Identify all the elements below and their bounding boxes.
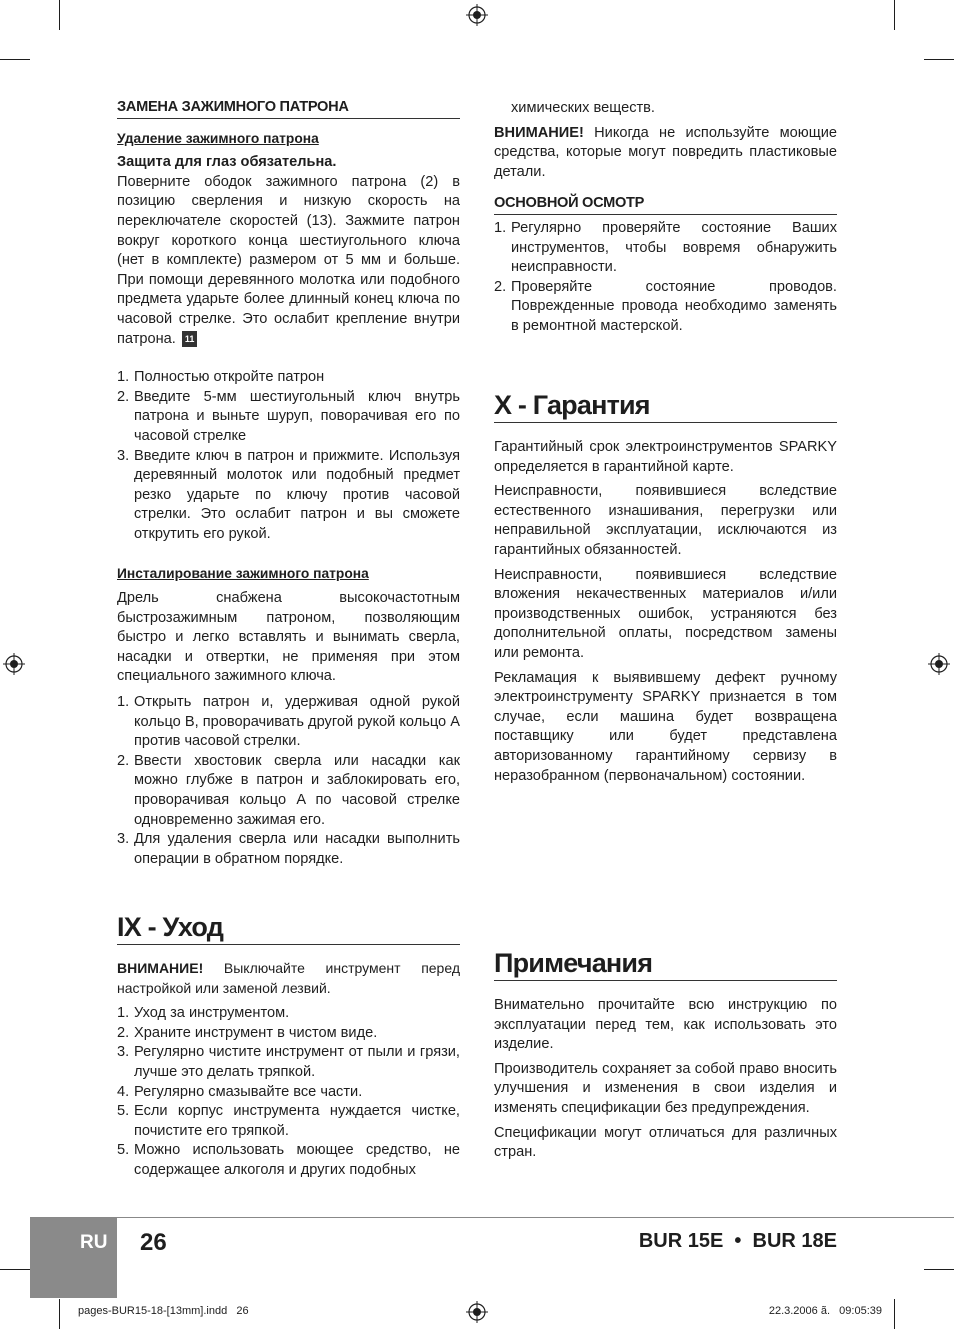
notes-heading: Примечания <box>494 948 837 981</box>
language-label: RU <box>80 1232 108 1253</box>
list-item: 1. Полностью откройте патрон <box>117 369 325 386</box>
care-heading: IX - Уход <box>117 912 460 945</box>
list-item: 1. Открыть патрон и, удерживая одной рукой кольцо B, проворачивать другой рукой кольцо A против часовой стрелки. <box>117 694 460 750</box>
chuck-removal-list <box>117 368 460 544</box>
crop-mark <box>894 0 895 30</box>
crop-mark <box>894 1299 895 1329</box>
list-item: 2. Введите 5-мм шестиугольный ключ внутрь патрона и выньте шуруп, поворачивая его по часовой стрелке <box>117 388 460 444</box>
registration-mark-icon <box>466 4 488 26</box>
care-continued-text: химических веществ. <box>511 100 655 116</box>
file-slug: pages-BUR15-18-[13mm].indd 26 <box>78 1305 249 1317</box>
list-item: 4. Регулярно смазывайте все части. <box>117 1083 363 1100</box>
inspection-list <box>494 219 837 337</box>
warranty-paragraph: Неисправности, появившиеся вследствие естественного изнашивания, перегрузки или неправильной эксплуатации, исключаются из гарантийных обязанностей. <box>494 483 837 558</box>
detergent-warning: ВНИМАНИЕ! Никогда не используйте моющие средства, которые могут повредить пластиковые детали. <box>494 124 837 180</box>
registration-mark-icon <box>466 1301 488 1323</box>
model-label: BUR 15E • BUR 18E <box>638 1230 837 1252</box>
crop-mark <box>924 59 954 60</box>
footer-divider <box>30 1217 954 1218</box>
inspection-heading: ОСНОВНОЙ ОСМОТР <box>494 194 837 215</box>
list-item: 3. Введите ключ в патрон и прижмите. Используя деревянный молоток или подобный предмет резко ударьте по ключу против часовой стрелки. Это ослабит патрон и вы сможете открутить его рукой. <box>117 447 460 542</box>
eye-protection-warning: Защита для глаз обязательна. <box>117 154 337 171</box>
list-item: 2. Ввести хвостовик сверла или насадки как можно глубже в патрон и заблокировать его, проворачивая кольцо A по часовой стрелке одновременно зажимая его. <box>117 752 460 828</box>
list-item: 1. Уход за инструментом. <box>117 1005 290 1022</box>
warranty-section <box>494 390 837 786</box>
warranty-heading: X - Гарантия <box>494 390 837 423</box>
list-item: 2. Храните инструмент в чистом виде. <box>117 1024 378 1041</box>
chuck-removal-subheading: Удаление зажимного патрона <box>117 130 319 146</box>
right-column <box>494 99 837 337</box>
figure-badge: 11 <box>182 331 198 347</box>
chuck-install-list <box>117 693 460 869</box>
crop-mark <box>59 0 60 30</box>
care-warning: ВНИМАНИЕ! Выключайте инструмент перед настройкой или заменой лезвий. <box>117 960 460 996</box>
notes-section <box>494 948 837 1163</box>
crop-mark <box>924 1269 954 1270</box>
date-slug: 22.3.2006 ã. 09:05:39 <box>768 1305 882 1317</box>
page-number: 26 <box>140 1229 167 1256</box>
chuck-install-subheading: Инсталирование зажимного патрона <box>117 566 369 582</box>
chuck-removal-paragraph: Поверните ободок зажимного патрона (2) в позицию сверления и низкую скорость на переключателе скоростей (13). Зажмите патрон вокруг короткого конца шестиугольного ключа (нет в комплекте) размером от 5 мм и больше. При помощи деревянного молотка или подобного предмета ударьте более длинный конец ключа по часовой стрелке. Это ослабит крепление внутри патрона. 11 <box>117 173 460 347</box>
list-item: 5. Если корпус инструмента нуждается чистке, почистите его тряпкой. <box>117 1103 460 1139</box>
care-list <box>117 1004 460 1180</box>
chuck-install-paragraph: Дрель снабжена высокочастотным быстрозажимным патроном, позволяющим быстро и легко вставлять и вынимать сверла, насадки и отвертки, не применяя при этом специального зажимного ключа. <box>117 590 460 685</box>
crop-mark <box>59 1299 60 1329</box>
warranty-paragraph: Неисправности, появившиеся вследствие вложения некачественных материалов и/или производственных ошибок, устраняются без дополнительной оплаты, посредством замены или ремонта. <box>494 566 837 661</box>
list-item: 5. Можно использовать моющее средство, не содержащее алкоголя и других подобных <box>117 1142 460 1178</box>
warranty-paragraph: Рекламация к выявившему дефект ручному электроинструменту SPARKY признается в том случае, если машина будет возвращена поставщику или будет представлена авторизованному гарантийному сервизу в неразобранном (первоначальном) состоянии. <box>494 669 837 784</box>
crop-mark <box>0 59 30 60</box>
list-item: 2. Проверяйте состояние проводов. Поврежденные провода необходимо заменять в ремонтной мастерской. <box>494 278 837 334</box>
care-section <box>117 912 460 1181</box>
chuck-replacement-heading: ЗАМЕНА ЗАЖИМНОГО ПАТРОНА <box>117 98 460 119</box>
warranty-paragraph: Гарантийный срок электроинструментов SPARKY определяется в гарантийной карте. <box>494 439 837 475</box>
list-item: 3. Для удаления сверла или насадки выполнить операции в обратном порядке. <box>117 831 460 867</box>
list-item: 3. Регулярно чистите инструмент от пыли и грязи, лучше это делать тряпкой. <box>117 1044 460 1080</box>
list-item: 1. Регулярно проверяйте состояние Ваших инструментов, чтобы вовремя обнаружить неисправности. <box>494 219 837 276</box>
notes-paragraph: Спецификации могут отличаться для различных стран. <box>494 1124 837 1161</box>
notes-paragraph: Производитель сохраняет за собой право вносить улучшения и изменения в свои изделия и изменять спецификации без предупреждения. <box>494 1060 837 1116</box>
notes-paragraph: Внимательно прочитайте всю инструкцию по эксплуатации перед тем, как использовать это изделие. <box>494 997 837 1053</box>
registration-mark-icon <box>928 653 950 675</box>
crop-mark <box>0 1269 30 1270</box>
left-column <box>117 94 460 869</box>
registration-mark-icon <box>3 653 25 675</box>
language-tab <box>30 1218 117 1298</box>
